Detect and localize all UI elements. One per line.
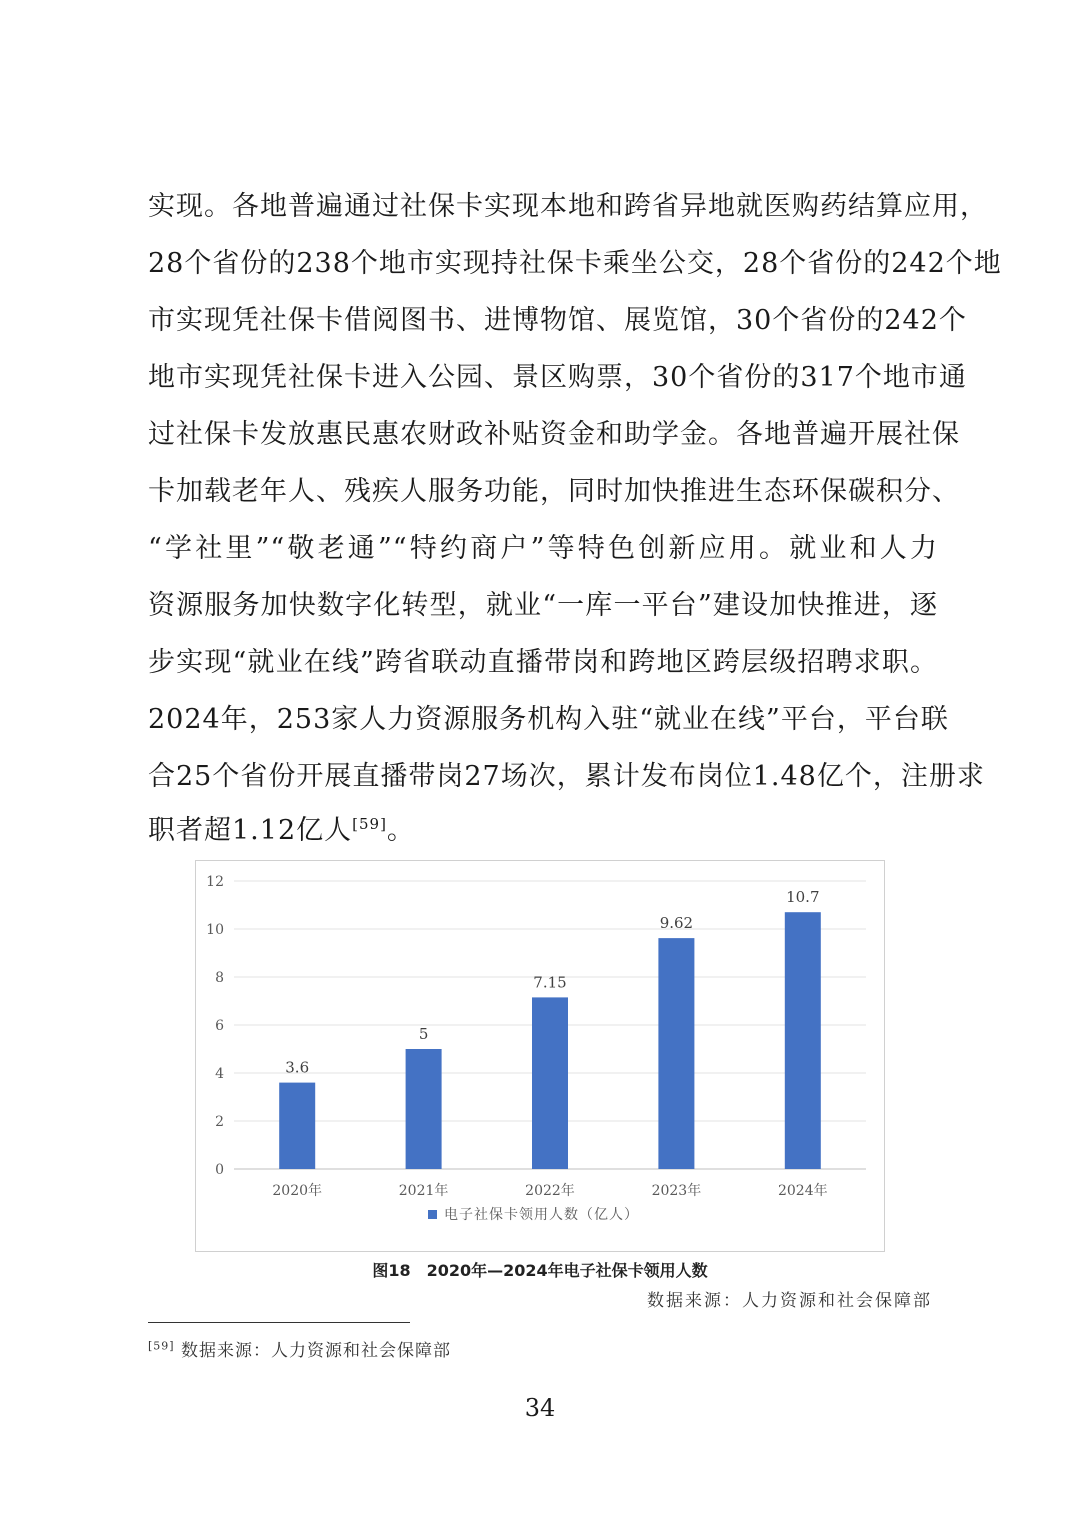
body-last-end: 。 (386, 815, 415, 846)
footnote-text: 数据来源：人力资源和社会保障部 (181, 1341, 451, 1361)
figure-source: 数据来源：人力资源和社会保障部 (647, 1291, 932, 1311)
y-tick-label: 6 (215, 1018, 224, 1034)
y-tick-label: 12 (206, 874, 224, 890)
body-line: 实现。各地普遍通过社保卡实现本地和跨省异地就医购药结算应用， (148, 191, 988, 222)
body-line: 2024年，253家人力资源服务机构入驻“就业在线”平台，平台联 (148, 704, 949, 735)
x-tick-label: 2023年 (651, 1183, 702, 1199)
page-number: 34 (524, 1394, 556, 1422)
body-line: “学社里”“敬老通”“特约商户”等特色创新应用。就业和人力 (148, 533, 938, 564)
bar (279, 1083, 315, 1169)
body-line-last (148, 811, 938, 851)
legend-swatch (428, 1210, 437, 1219)
body-line: 资源服务加快数字化转型，就业“一库一平台”建设加快推进，逐 (148, 590, 938, 621)
x-tick-label: 2021年 (398, 1183, 449, 1199)
data-label: 7.15 (533, 973, 567, 992)
data-label: 9.62 (659, 914, 694, 933)
footnote-marker: [59] (148, 1339, 175, 1353)
y-tick-label: 0 (215, 1162, 224, 1178)
body-line: 28个省份的238个地市实现持社保卡乘坐公交，28个省份的242个地 (148, 248, 1002, 279)
x-tick-label: 2024年 (777, 1183, 828, 1199)
bar (658, 938, 694, 1169)
bar-chart (195, 860, 885, 1252)
y-tick-label: 8 (215, 970, 224, 986)
body-line: 地市实现凭社保卡进入公园、景区购票，30个省份的317个地市通 (148, 362, 967, 393)
y-tick-label: 4 (215, 1066, 224, 1082)
bar (406, 1049, 442, 1169)
bar (785, 912, 821, 1169)
bar-chart-svg (196, 861, 886, 1253)
body-line: 卡加载老年人、残疾人服务功能，同时加快推进生态环保碳积分、 (148, 476, 960, 507)
x-tick-label: 2022年 (525, 1183, 575, 1199)
bar (532, 997, 568, 1169)
x-tick-label: 2020年 (272, 1183, 323, 1199)
body-last-text: 职者超1.12亿人 (148, 815, 353, 846)
data-label: 5 (418, 1025, 429, 1043)
body-line: 市实现凭社保卡借阅图书、进博物馆、展览馆，30个省份的242个 (148, 305, 967, 336)
figure-caption: 图18 2020年—2024年电子社保卡领用人数 (372, 1261, 708, 1280)
body-line: 过社保卡发放惠民惠农财政补贴资金和助学金。各地普遍开展社保 (148, 419, 960, 450)
footnote-divider (148, 1322, 410, 1323)
footnote (148, 1336, 451, 1361)
footnote-ref[interactable]: [59] (352, 815, 387, 833)
body-line: 步实现“就业在线”跨省联动直播带岗和跨地区跨层级招聘求职。 (148, 647, 938, 678)
data-label: 3.6 (285, 1058, 310, 1077)
y-tick-label: 10 (206, 922, 224, 938)
y-tick-label: 2 (215, 1114, 224, 1130)
body-line: 合25个省份开展直播带岗27场次，累计发布岗位1.48亿个，注册求 (148, 761, 985, 792)
legend-label: 电子社保卡领用人数（亿人） (444, 1207, 639, 1223)
data-label: 10.7 (786, 888, 820, 907)
